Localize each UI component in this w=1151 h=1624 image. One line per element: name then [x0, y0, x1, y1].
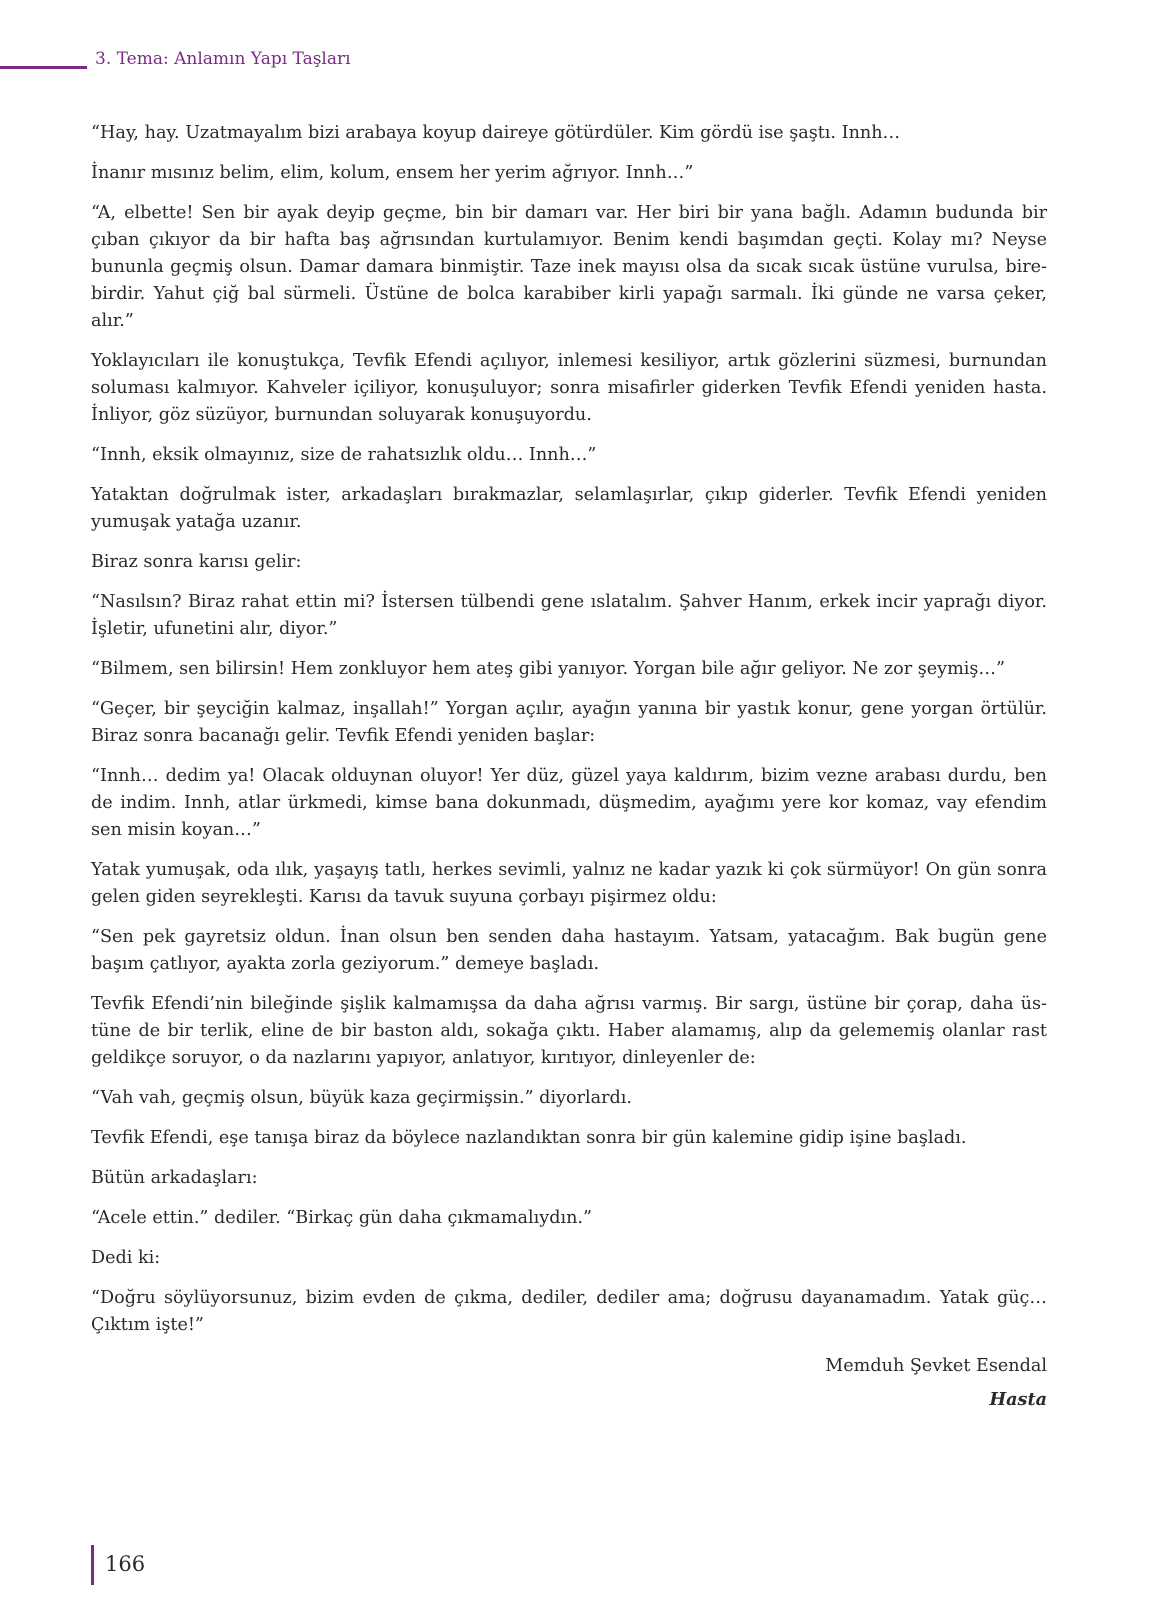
paragraph: İnanır mısınız belim, elim, kolum, ensem her yerim ağrıyor. Innh…”	[91, 163, 694, 183]
paragraph: Biraz sonra karısı gelir:	[91, 552, 302, 572]
header-rule	[0, 66, 87, 69]
paragraph: Yatak yumuşak, oda ılık, yaşayış tatlı, herkes sevimli, yalnız ne kadar yazık ki çok sürmüyor! On gün sonra gelen giden seyrekleşti. Karısı da tavuk suyuna çorbayı pişirmez oldu:	[91, 860, 1047, 907]
paragraph: Tevfik Efendi, eşe tanışa biraz da böylece nazlandıktan sonra bir gün kalemine gidip işine başladı.	[91, 1128, 967, 1148]
story-text	[91, 120, 1047, 1413]
paragraph: “Innh… dedim ya! Olacak olduynan oluyor! Yer düz, güzel yaya kaldırım, bizim vezne arabası durdu, ben de indim. Innh, atlar ürkmedi, kimse bana dokunmadı, düşmedim, ayağımı yere kor komaz, vay efendim sen misin koyan…”	[91, 766, 1047, 840]
author-name: Memduh Şevket Esendal	[825, 1356, 1047, 1376]
paragraph: “Bilmem, sen bilirsin! Hem zonkluyor hem ateş gibi yanıyor. Yorgan bile ağır geliyor. Ne zor şeymiş…”	[91, 659, 1006, 679]
page-number-bar	[91, 1545, 94, 1585]
paragraph: “Geçer, bir şeyciğin kalmaz, inşallah!” Yorgan açılır, ayağın yanına bir yastık konur, gene yorgan örtülür. Biraz sonra bacanağı gelir. Tevfik Efendi yeniden başlar:	[91, 699, 1047, 746]
paragraph: “Hay, hay. Uzatmayalım bizi arabaya koyup daireye götürdüler. Kim gördü ise şaştı. Innh…	[91, 123, 901, 143]
work-title: Hasta	[989, 1389, 1047, 1410]
paragraph: “A, elbette! Sen bir ayak deyip geçme, bin bir damarı var. Her biri bir yana bağlı. Adamın budunda bir çıban çıkıyor da bir hafta baş ağrısından kurtulamıyor. Benim kendi başımdan geçti. Kolay mı? Neyse bununla geçmiş olsun. Damar damara binmiştir. Taze inek mayısı olsa da sıcak sıcak üstüne vurulsa, birebirdir. Yahut çiğ bal sürmeli. Üstüne de bolca karabiber kirli yapağı sarmalı. İki günde ne varsa çeker, alır.”	[91, 203, 1047, 331]
attribution	[91, 1353, 1047, 1413]
paragraph: Yataktan doğrulmak ister, arkadaşları bırakmazlar, selamlaşırlar, çıkıp giderler. Tevfik Efendi yeniden yumuşak yatağa uzanır.	[91, 485, 1047, 532]
paragraph: Dedi ki:	[91, 1248, 161, 1268]
paragraph: Tevfik Efendi’nin bileğinde şişlik kalmamışsa da daha ağrısı varmış. Bir sargı, üstüne bir çorap, daha üstüne de bir terlik, eline de bir baston aldı, sokağa çıktı. Haber alamamış, alıp da gelememiş olanlar rast geldikçe soruyor, o da nazlarını yapıyor, anlatıyor, kırıtıyor, dinleyenler de:	[91, 994, 1047, 1068]
paragraph: “Vah vah, geçmiş olsun, büyük kaza geçirmişsin.” diyorlardı.	[91, 1088, 633, 1108]
chapter-header: 3. Tema: Anlamın Yapı Taşları	[95, 49, 351, 69]
paragraph: “Acele ettin.” dediler. “Birkaç gün daha çıkmamalıydın.”	[91, 1208, 593, 1228]
paragraph: “Sen pek gayretsiz oldun. İnan olsun ben senden daha hastayım. Yatsam, yatacağım. Bak bugün gene başım çatlıyor, ayakta zorla geziyorum.” demeye başladı.	[91, 927, 1047, 974]
paragraph: Yoklayıcıları ile konuştukça, Tevfik Efendi açılıyor, inlemesi kesiliyor, artık gözlerini süzmesi, burnundan soluması kalmıyor. Kahveler içiliyor, konuşuluyor; sonra misafirler giderken Tevfik Efendi yeniden hasta. İnliyor, göz süzüyor, burnundan soluyarak konuşuyordu.	[91, 351, 1047, 425]
paragraph: “Nasılsın? Biraz rahat ettin mi? İstersen tülbendi gene ıslatalım. Şahver Hanım, erkek incir yaprağı diyor. İşletir, ufunetini alır, diyor.”	[91, 592, 1047, 639]
page-number: 166	[105, 1552, 146, 1576]
paragraph: Bütün arkadaşları:	[91, 1168, 258, 1188]
paragraph: “Innh, eksik olmayınız, size de rahatsızlık oldu… Innh…”	[91, 445, 597, 465]
paragraph: “Doğru söylüyorsunuz, bizim evden de çıkma, dediler, dediler ama; doğrusu dayanamadım. Yatak güç… Çıktım işte!”	[91, 1288, 1047, 1335]
